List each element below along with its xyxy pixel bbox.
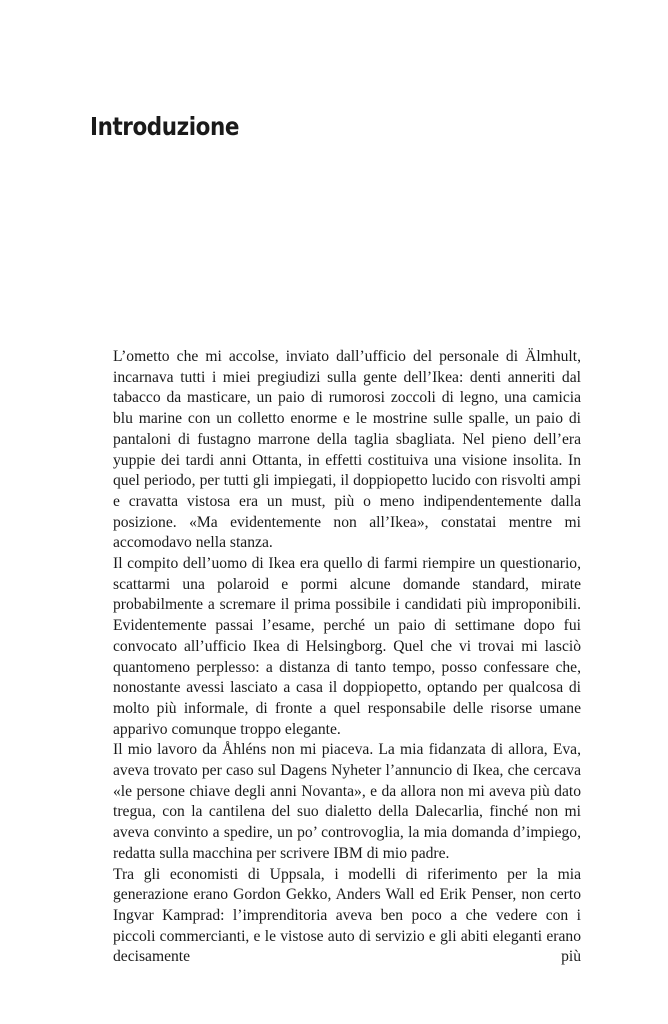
paragraph: Il compito dell’uomo di Ikea era quello di farmi riempire un questionario, scattarmi una polaroid e pormi alcune domande standard, mirate probabilmente a scremare il prima possibile i candidati più improponibili. Evidentemente passai l’esame, perché un paio di settimane dopo fui convocato all’ufficio Ikea di Helsingborg. Quel che vi trovai mi lasciò quantomeno perplesso: a distanza di tanto tempo, posso confessare che, nonostante avessi lasciato a casa il doppiopetto, optando per qualcosa di molto più informale, di fronte a quel responsabile delle risorse umane apparivo comunque troppo elegante. [113, 555, 581, 738]
paragraph: L’ometto che mi accolse, inviato dall’ufficio del personale di Älmhult, incarnava tutti i miei pregiudizi sulla gente dell’Ikea: denti anneriti dal tabacco da masticare, un paio di rumorosi zoccoli di legno, una camicia blu marine con un colletto enorme e le mostrine sulle spalle, un paio di pantaloni di fustagno marrone della taglia sbagliata. Nel pieno dell’era yuppie dei tardi anni Ottanta, in effetti costituiva una visione insolita. In quel periodo, per tutti gli impiegati, il doppiopetto lucido con risvolti ampi e cravatta vistosa era un must, più o meno indipendentemente dalla posizione. «Ma evidentemente non all’Ikea», constatai mentre mi accomodavo nella stanza. [113, 348, 581, 552]
paragraph: Tra gli economisti di Uppsala, i modelli di riferimento per la mia generazione erano Gordon Gekko, Anders Wall ed Erik Penser, non certo Ingvar Kamprad: l’imprenditoria aveva ben poco a che vedere con i piccoli commercianti, e le vistose auto di servizio e gli abiti eleganti erano decisamente più [113, 865, 581, 966]
paragraph: Il mio lavoro da Åhléns non mi piaceva. La mia fidanzata di allora, Eva, aveva trovato per caso sul Dagens Nyheter l’annuncio di Ikea, che cercava «le persone chiave degli anni Novanta», e da allora non mi aveva più dato tregua, con la cantilena del suo dialetto della Dalecarlia, finché non mi aveva convinto a spedire, un po’ controvoglia, la mia domanda d’impiego, redatta sulla macchina per scrivere IBM di mio padre. [113, 741, 581, 862]
chapter-title: Introduzione [90, 112, 240, 141]
body-text [113, 347, 581, 968]
